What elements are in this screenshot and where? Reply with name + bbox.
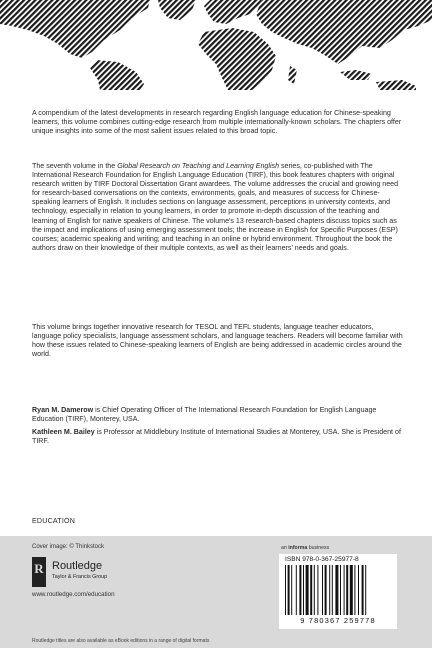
publisher-footer	[0, 536, 432, 648]
map-asia	[256, 0, 432, 64]
subject-category: EDUCATION	[32, 517, 76, 525]
map-greenland	[158, 0, 196, 20]
barcode-bars	[285, 565, 391, 615]
publisher-group: Taylor & Francis Group	[52, 574, 108, 580]
world-map-image	[0, 0, 432, 90]
ebook-note: Routledge titles are also available as eBook editions in a range of digital formats	[32, 638, 210, 644]
routledge-logo	[32, 557, 162, 593]
intro-paragraph: A compendium of the latest developments in research regarding English language education for Chinese-speaking learners, this volume combines cutting-edge research from multiple internationally-known scholars. The chapters offer unique insights into some of the most salient issues related to this broad topic.	[32, 109, 402, 136]
cover-credit: Cover image: © Thinkstock	[32, 544, 105, 550]
author-bio: Ryan M. Damerow is Chief Operating Officer of The International Research Foundation for English Language Education (TIRF), Monterey, USA.	[32, 406, 377, 424]
map-south-america	[90, 60, 144, 90]
map-madagascar	[288, 66, 297, 84]
description-paragraph: The seventh volume in the Global Research on Teaching and Learning English series, co-published with The International Research Foundation for English Language Education (TIRF), this book features chapters with original research written by TIRF Doctoral Dissertation Grant awardees. The volume addresses the crucial and growing need for research-based conversations on the contexts, environments, goals, and measures of success for Chinese-speaking learners of English. It includes sections on language assessment, perceptions in university contexts, and technology, especially in relation to young learners, in order to promote in-depth discussion of the teaching and learning of English for native speakers of Chinese. The volume's 13 research-based chapters discuss topics such as the impact and implications of using emerging assessment tools; the increase in English for Specific Purposes (ESP) courses; academic speaking and writing; and teaching in an online or hybrid environment. Throughout the book the authors draw on their knowledge of their multiple contexts, as well as their learners' needs and goals.	[32, 162, 399, 252]
isbn-barcode	[279, 554, 397, 629]
routledge-r-icon: R	[32, 557, 46, 587]
author-bio: Kathleen M. Bailey is Professor at Middlebury Institute of International Studies at Monterey, USA. She is President of TIRF.	[32, 428, 401, 446]
informa-business-note: an informa business	[281, 545, 330, 551]
barcode-digits: 9 780367 259778	[300, 616, 376, 625]
author-bios	[32, 406, 404, 450]
author-name: Kathleen M. Bailey	[32, 428, 95, 437]
map-europe	[204, 0, 262, 24]
map-north-america	[0, 0, 150, 58]
map-africa	[198, 28, 276, 90]
map-australia-top	[376, 80, 416, 90]
audience-paragraph: This volume brings together innovative research for TESOL and TEFL students, language teacher educators, language policy specialists, language assessment scholars, and language teachers. Readers will become familiar with how these issues related to Chinese-speaking learners of English are being addressed in academic circles around the world.	[32, 323, 403, 359]
series-title: Global Research on Teaching and Learning English	[117, 162, 280, 170]
publisher-name: Routledge	[52, 560, 103, 572]
isbn-text: ISBN 978-0-367-25977-8	[285, 556, 359, 563]
author-name: Ryan M. Damerow	[32, 406, 94, 414]
map-islands	[340, 70, 372, 80]
publisher-website[interactable]: www.routledge.com/education	[32, 591, 115, 598]
